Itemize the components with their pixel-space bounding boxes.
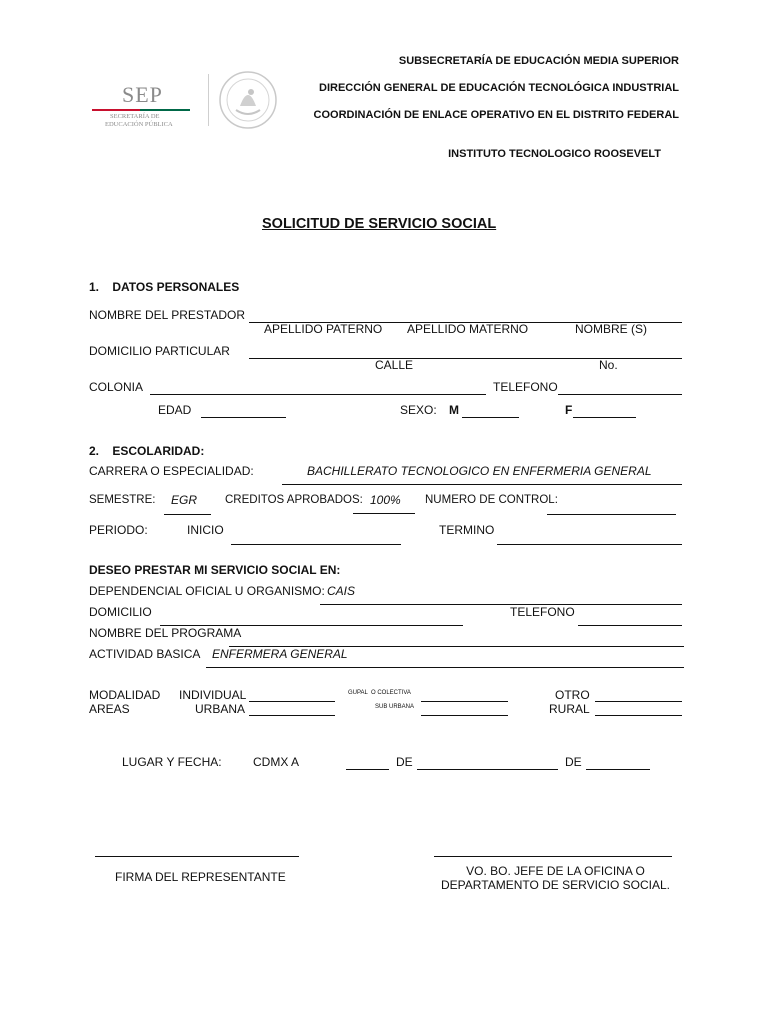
- domicilio-label: DOMICILIO PARTICULAR: [89, 344, 230, 358]
- urbana-label: URBANA: [195, 702, 246, 716]
- rural-label: RURAL: [549, 702, 590, 716]
- section-school-heading: 2. ESCOLARIDAD:: [89, 444, 205, 458]
- creditos-field: [353, 513, 415, 514]
- carrera-value[interactable]: BACHILLERATO TECNOLOGICO EN ENFERMERIA GENERAL: [307, 464, 652, 478]
- month-field[interactable]: [417, 769, 558, 770]
- inicio-field[interactable]: [231, 544, 401, 545]
- actividad-label: ACTIVIDAD BASICA: [89, 647, 201, 661]
- sexo-m-label: M: [449, 403, 459, 417]
- service-telefono-label: TELEFONO: [510, 605, 575, 619]
- calle-label: CALLE: [375, 358, 414, 372]
- sep-logo: [88, 78, 198, 134]
- telefono-label: TELEFONO: [493, 380, 558, 394]
- national-seal-icon: [218, 70, 278, 130]
- header-line-1: SUBSECRETARÍA DE EDUCACIÓN MEDIA SUPERIOR: [398, 55, 679, 67]
- otro-field[interactable]: [595, 701, 682, 702]
- firma-vobo-line1: VO. BO. JEFE DE LA OFICINA O: [466, 864, 645, 878]
- individual-label: INDIVIDUAL: [179, 688, 247, 702]
- form-title: SOLICITUD DE SERVICIO SOCIAL: [262, 216, 497, 232]
- grupal-label: GUPAL O COLECTIVA: [348, 690, 411, 696]
- termino-label: TERMINO: [439, 523, 495, 537]
- individual-field[interactable]: [249, 701, 335, 702]
- firma-representante-label: FIRMA DEL REPRESENTANTE: [115, 870, 286, 884]
- sep-logo-text: SEP: [122, 82, 163, 107]
- dependencia-value[interactable]: CAIS: [327, 584, 356, 598]
- creditos-label: CREDITOS APROBADOS:: [225, 494, 363, 506]
- firma-vobo-line2: DEPARTAMENTO DE SERVICIO SOCIAL.: [441, 878, 670, 892]
- lugar-label: LUGAR Y FECHA:: [122, 755, 222, 769]
- de-label-1: DE: [396, 755, 413, 769]
- edad-label: EDAD: [158, 403, 192, 417]
- firma-vobo-line[interactable]: [434, 856, 672, 857]
- nombres-label: NOMBRE (S): [575, 322, 647, 336]
- nombre-label: NOMBRE DEL PRESTADOR: [89, 308, 246, 322]
- programa-label: NOMBRE DEL PROGRAMA: [89, 626, 242, 640]
- urbana-field[interactable]: [249, 715, 335, 716]
- sexo-f-field[interactable]: [573, 417, 636, 418]
- sep-logo-sub1: SECRETARÍA DE: [110, 113, 160, 120]
- inicio-label: INICIO: [187, 523, 224, 537]
- dependencia-field: [320, 604, 682, 605]
- creditos-value[interactable]: 100%: [370, 493, 401, 507]
- sep-logo-stripe-green: [140, 109, 190, 111]
- dependencia-label: DEPENDENCIAL OFICIAL U ORGANISMO:: [89, 584, 325, 598]
- actividad-field: [206, 667, 684, 668]
- service-domicilio-label: DOMICILIO: [89, 605, 152, 619]
- periodo-label: PERIODO:: [89, 523, 148, 537]
- areas-label: AREAS: [89, 702, 130, 716]
- carrera-label: CARRERA O ESPECIALIDAD:: [89, 464, 254, 478]
- day-field[interactable]: [346, 769, 389, 770]
- sexo-m-field[interactable]: [462, 417, 519, 418]
- control-label: NUMERO DE CONTROL:: [425, 494, 558, 506]
- edad-field[interactable]: [201, 417, 286, 418]
- semestre-label: SEMESTRE:: [89, 494, 156, 506]
- colonia-field[interactable]: [150, 394, 486, 395]
- suburbana-field[interactable]: [421, 715, 508, 716]
- section-personal-heading: 1. DATOS PERSONALES: [89, 280, 240, 294]
- apellido-materno-label: APELLIDO MATERNO: [407, 322, 529, 336]
- apellido-paterno-label: APELLIDO PATERNO: [264, 322, 383, 336]
- colonia-label: COLONIA: [89, 380, 144, 394]
- year-field[interactable]: [586, 769, 650, 770]
- semestre-field: [164, 514, 211, 515]
- termino-field[interactable]: [497, 544, 682, 545]
- header-line-2: DIRECCIÓN GENERAL DE EDUCACIÓN TECNOLÓGICA INDUSTRIAL: [319, 82, 679, 94]
- otro-label: OTRO: [555, 688, 590, 702]
- de-label-2: DE: [565, 755, 582, 769]
- header-line-3: COORDINACIÓN DE ENLACE OPERATIVO EN EL DISTRITO FEDERAL: [313, 109, 679, 121]
- lugar-city: CDMX A: [253, 755, 300, 769]
- firma-representante-line[interactable]: [95, 856, 299, 857]
- actividad-value[interactable]: ENFERMERA GENERAL: [212, 647, 348, 661]
- sep-logo-sub2: EDUCACIÓN PÚBLICA: [105, 121, 173, 128]
- institute-name: INSTITUTO TECNOLOGICO ROOSEVELT: [448, 148, 661, 160]
- rural-field[interactable]: [595, 715, 682, 716]
- logo-divider: [208, 74, 209, 126]
- section-service-heading: DESEO PRESTAR MI SERVICIO SOCIAL EN:: [89, 563, 341, 577]
- sexo-f-label: F: [565, 403, 573, 417]
- control-field[interactable]: [547, 514, 676, 515]
- semestre-value[interactable]: EGR: [171, 493, 198, 507]
- numero-label: No.: [599, 358, 618, 372]
- grupal-field[interactable]: [421, 701, 508, 702]
- sep-logo-stripe-red: [92, 109, 140, 111]
- service-telefono-field[interactable]: [578, 625, 682, 626]
- sexo-label: SEXO:: [400, 403, 437, 417]
- suburbana-label: SUB URBANA: [375, 704, 415, 710]
- carrera-field: [282, 484, 682, 485]
- telefono-field[interactable]: [558, 394, 682, 395]
- modalidad-label: MODALIDAD: [89, 688, 161, 702]
